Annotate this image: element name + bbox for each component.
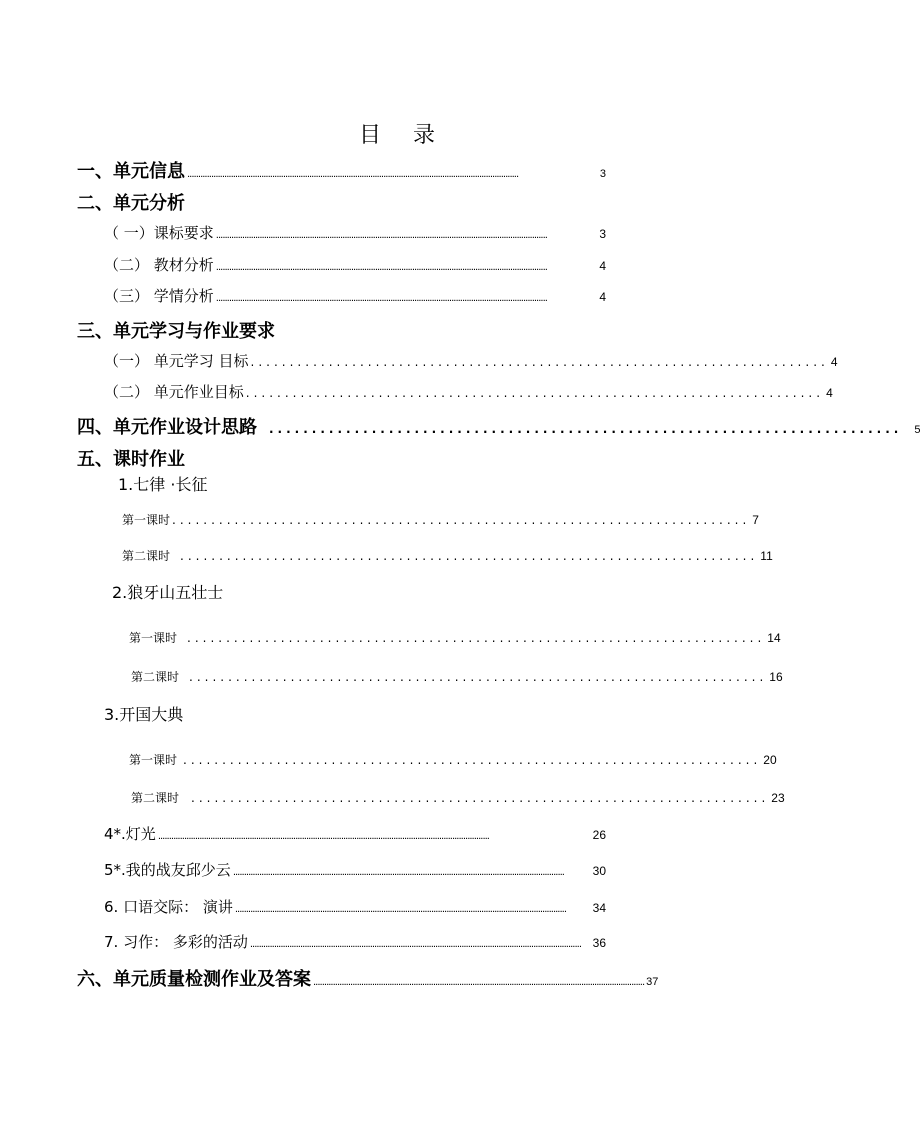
toc-page-number: 4 bbox=[830, 355, 838, 369]
toc-entry-design-ideas[interactable] bbox=[77, 413, 920, 439]
toc-entry-label: 5*.我的战友邱少云 bbox=[104, 861, 231, 879]
page-title bbox=[0, 118, 794, 149]
toc-entry-label: 1.七律 ·长征 bbox=[118, 475, 208, 494]
toc-entry-lesson-5[interactable] bbox=[104, 859, 606, 880]
leader-dots: .......................................................................... bbox=[180, 549, 759, 563]
toc-entry-curriculum[interactable] bbox=[104, 222, 606, 243]
toc-entry-label: 第二课时 bbox=[122, 549, 171, 563]
toc-entry-label: 2.狼牙山五壮士 bbox=[112, 583, 224, 602]
toc-entry-unit-info[interactable] bbox=[77, 157, 606, 183]
toc-page-number: 20 bbox=[763, 753, 777, 767]
toc-entry-label: 五、课时作业 bbox=[77, 449, 185, 470]
toc-entry-label: 四、单元作业设计思路 bbox=[77, 417, 257, 438]
leader-dots: .......................................................................... bbox=[189, 670, 768, 684]
leader-dots: .......................................................................... bbox=[187, 631, 766, 645]
toc-entry-label: 第二课时 bbox=[131, 791, 180, 805]
toc-entry-lesson-2-period-2[interactable] bbox=[131, 668, 783, 685]
leader-dots: ........................................................................................................................................................ bbox=[234, 904, 567, 915]
toc-entry-label: （二） 单元作业目标 bbox=[104, 383, 244, 401]
toc-entry-homework-goals[interactable] bbox=[104, 381, 833, 402]
leader-dots: .......................................................................... bbox=[269, 422, 903, 436]
toc-entry-lesson-homework[interactable] bbox=[77, 445, 606, 471]
toc-entry-lesson-1-period-1[interactable] bbox=[122, 511, 759, 528]
toc-entry-label: 第一课时 bbox=[129, 753, 178, 767]
leader-dots: .......................................................................... bbox=[250, 355, 829, 369]
toc-page-number: 4 bbox=[599, 290, 606, 304]
toc-entry-label: 一、单元信息 bbox=[77, 161, 185, 182]
toc-page-number: 4 bbox=[826, 386, 833, 400]
toc-entry-label: 3.开国大典 bbox=[104, 705, 184, 724]
toc-page-number: 4 bbox=[599, 259, 606, 273]
toc-page-number: 34 bbox=[592, 901, 606, 915]
leader-dots: ........................................................................................................................................................ bbox=[232, 867, 564, 878]
toc-entry-lesson-1-period-2[interactable] bbox=[122, 547, 773, 564]
toc-entry-label: 第二课时 bbox=[131, 670, 180, 684]
leader-dots: ........................................................................................................................................................ bbox=[215, 230, 547, 241]
toc-entry-learning-requirements[interactable] bbox=[77, 317, 606, 343]
toc-entry-lesson-1[interactable] bbox=[118, 472, 606, 495]
title-char: 目 bbox=[358, 123, 381, 148]
leader-dots: .......................................................................... bbox=[191, 791, 770, 805]
toc-entry-writing[interactable] bbox=[104, 931, 606, 952]
toc-entry-label: （三） 学情分析 bbox=[104, 287, 214, 305]
toc-entry-lesson-2-period-1[interactable] bbox=[129, 629, 781, 646]
leader-dots: ........................................................................................................................................................ bbox=[313, 977, 645, 988]
toc-page-number: 11 bbox=[760, 549, 773, 563]
toc-page-number: 3 bbox=[599, 227, 606, 241]
toc-entry-textbook[interactable] bbox=[104, 254, 606, 275]
leader-dots: .......................................................................... bbox=[245, 386, 825, 400]
toc-entry-label: 三、单元学习与作业要求 bbox=[77, 321, 275, 342]
leader-dots: ........................................................................................................................................................ bbox=[215, 293, 547, 304]
toc-page-number: 23 bbox=[771, 791, 785, 805]
toc-entry-oral-communication[interactable] bbox=[104, 896, 606, 917]
toc-page-number: 14 bbox=[767, 631, 781, 645]
toc-entry-label: 六、单元质量检测作业及答案 bbox=[77, 969, 311, 990]
toc-entry-lesson-2[interactable] bbox=[112, 580, 606, 603]
toc-page-number: 30 bbox=[592, 864, 606, 878]
toc-entry-learning-goals[interactable] bbox=[104, 350, 838, 371]
toc-entry-label: 7. 习作： 多彩的活动 bbox=[104, 933, 248, 951]
toc-entry-quality-test[interactable] bbox=[77, 965, 659, 991]
toc-page-number: 37 bbox=[646, 976, 659, 988]
toc-entry-lesson-3-period-2[interactable] bbox=[131, 789, 785, 806]
leader-dots: ........................................................................................................................................................ bbox=[187, 169, 519, 180]
leader-dots: ........................................................................................................................................................ bbox=[249, 939, 582, 950]
toc-page-number: 3 bbox=[599, 168, 606, 180]
toc-entry-label: 第一课时 bbox=[129, 631, 178, 645]
toc-entry-label: 4*.灯光 bbox=[104, 825, 156, 843]
toc-entry-unit-analysis[interactable] bbox=[77, 189, 606, 215]
toc-page-number: 5 bbox=[914, 424, 920, 436]
toc-page-number: 16 bbox=[769, 670, 783, 684]
toc-page-number: 26 bbox=[592, 828, 606, 842]
leader-dots: ........................................................................................................................................................ bbox=[157, 831, 489, 842]
toc-entry-label: 二、单元分析 bbox=[77, 193, 185, 214]
leader-dots: .......................................................................... bbox=[172, 513, 751, 527]
toc-entry-lesson-3[interactable] bbox=[104, 702, 606, 725]
toc-entry-lesson-3-period-1[interactable] bbox=[129, 751, 777, 768]
toc-entry-label: （二） 教材分析 bbox=[104, 256, 214, 274]
leader-dots: .......................................................................... bbox=[183, 753, 762, 767]
title-char: 录 bbox=[413, 123, 436, 148]
toc-entry-label: （ 一）课标要求 bbox=[104, 224, 214, 242]
toc-page-number: 7 bbox=[752, 513, 759, 527]
toc-entry-learner[interactable] bbox=[104, 285, 606, 306]
toc-page-number: 36 bbox=[592, 936, 606, 950]
leader-dots: ........................................................................................................................................................ bbox=[215, 262, 547, 273]
toc-entry-label: 第一课时 bbox=[122, 513, 171, 527]
toc-entry-label: 6. 口语交际： 演讲 bbox=[104, 898, 233, 916]
toc-entry-lesson-4[interactable] bbox=[104, 823, 606, 844]
toc-entry-label: （一） 单元学习 目标 bbox=[104, 352, 249, 370]
